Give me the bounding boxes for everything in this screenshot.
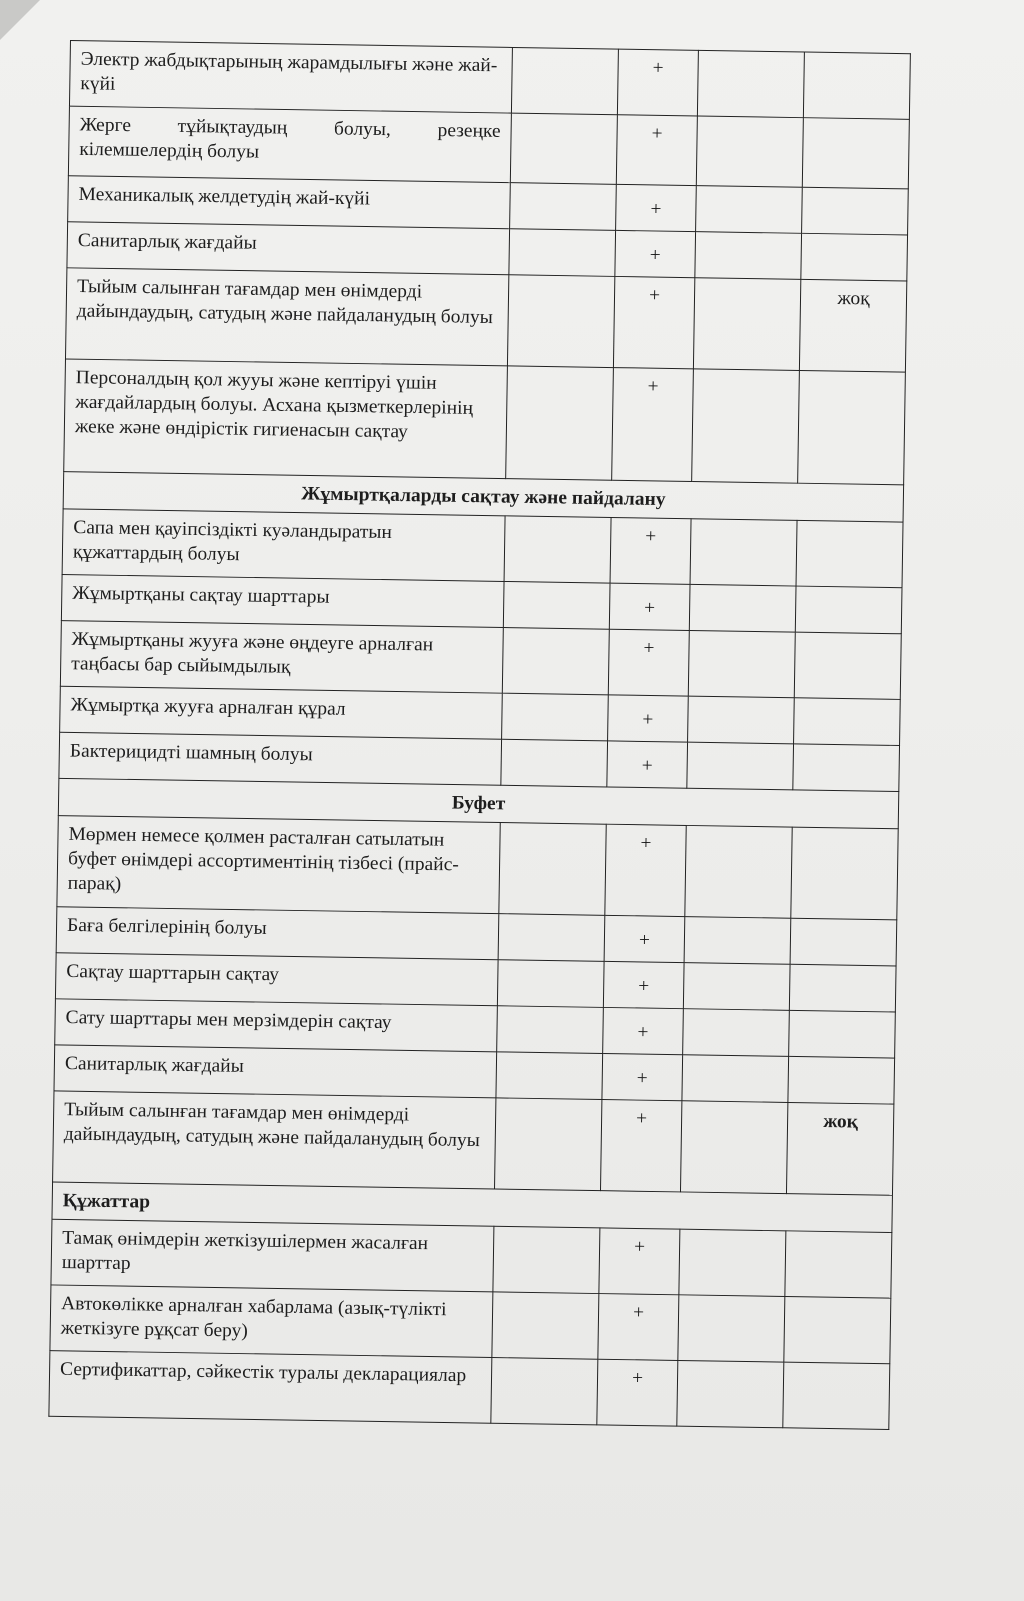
cell-col3 — [689, 584, 796, 632]
row-label: Тыйым салынған тағамдар мен өнімдерді дайындаудың, сатудың және пайдаланудың болуы — [65, 268, 508, 366]
cell-plus-mark: + — [609, 583, 690, 630]
cell-col3 — [690, 519, 797, 586]
cell-note — [803, 52, 910, 119]
row-label: Персоналдың қол жууы және кептіруі үшін жағдайлардың болуы. Асхана қызметкерлерінің жеке және өндірістік гигиенасын сақтау — [64, 359, 508, 479]
cell-note — [789, 1010, 896, 1058]
row-label: Баға белгілерінің болуы — [56, 907, 499, 960]
cell-note — [783, 1362, 890, 1429]
cell-col3 — [677, 1360, 784, 1427]
cell-col1 — [511, 47, 618, 114]
cell-col1 — [495, 1098, 602, 1191]
cell-col1 — [492, 1292, 599, 1359]
cell-note — [788, 1056, 895, 1104]
cell-plus-mark: + — [608, 695, 689, 742]
cell-col3 — [680, 1101, 787, 1194]
cell-plus-mark: + — [605, 824, 686, 916]
cell-col3 — [696, 186, 803, 234]
row-label: Сапа мен қауіпсіздікті куәландыратын құжаттардың болуы — [62, 509, 505, 582]
cell-col3 — [688, 696, 795, 744]
cell-col3 — [682, 1055, 789, 1103]
row-label: Механикалық желдетудің жай-күйі — [68, 176, 511, 229]
cell-plus-mark: + — [608, 629, 689, 696]
section-heading-documents: Құжаттар — [52, 1182, 892, 1232]
cell-col3 — [683, 963, 790, 1011]
cell-plus-mark: + — [617, 49, 698, 116]
cell-col1 — [499, 823, 606, 916]
cell-plus-mark: + — [612, 368, 694, 482]
row-label: Мөрмен немесе қолмен расталған сатылатын буфет өнімдері ассортиментінің тізбесі (прайс-парақ) — [57, 816, 500, 914]
cell-note — [798, 370, 906, 484]
cell-col3 — [696, 116, 803, 187]
cell-col1 — [498, 914, 605, 962]
row-label: Сертификаттар, сәйкестік туралы декларациялар — [49, 1351, 492, 1424]
cell-col1 — [502, 693, 609, 741]
cell-plus-mark: + — [600, 1100, 681, 1192]
cell-col1 — [493, 1226, 600, 1293]
cell-col3 — [684, 917, 791, 965]
row-label: Жерге тұйықтаудың болуы, резеңке кілемшелердің болуы — [68, 106, 511, 183]
cell-plus-mark: + — [597, 1359, 678, 1426]
cell-note — [790, 918, 897, 966]
cell-note-absent: жоқ — [799, 279, 906, 372]
cell-plus-mark: + — [615, 230, 696, 277]
cell-plus-mark: + — [603, 961, 684, 1008]
table-row — [68, 106, 909, 189]
page-corner-fold — [0, 0, 40, 40]
cell-note — [795, 586, 902, 634]
inspection-table — [48, 40, 911, 1430]
cell-col3 — [695, 232, 802, 280]
row-label: Сату шарттары мен мерзімдерін сақтау — [55, 999, 498, 1052]
document-sheet — [48, 40, 910, 1430]
cell-col1 — [491, 1358, 598, 1425]
cell-col3 — [692, 369, 800, 483]
table-row — [53, 1091, 894, 1195]
cell-col1 — [497, 1006, 604, 1054]
cell-col1 — [496, 1052, 603, 1100]
row-label: Жұмыртқа жууға арналған құрал — [60, 686, 503, 739]
cell-plus-mark: + — [610, 517, 691, 584]
section-heading-eggs: Жұмыртқаларды сақтау және пайдалану — [63, 472, 903, 522]
cell-col1 — [509, 229, 616, 277]
cell-col1 — [507, 275, 614, 368]
cell-col3 — [697, 50, 804, 117]
cell-col1 — [510, 113, 617, 184]
cell-plus-mark: + — [613, 276, 694, 368]
cell-col1 — [497, 960, 604, 1008]
cell-col1 — [501, 739, 608, 787]
cell-col1 — [506, 366, 614, 480]
cell-note — [802, 118, 909, 189]
cell-plus-mark: + — [607, 741, 688, 788]
cell-plus-mark: + — [603, 1007, 684, 1054]
row-label: Автокөлікке арналған хабарлама (азық-түлікті жеткізуге рұқсат беру) — [50, 1285, 493, 1358]
cell-col3 — [688, 630, 795, 697]
table-row — [64, 359, 906, 485]
row-label: Санитарлық жағдайы — [54, 1045, 497, 1098]
row-label: Санитарлық жағдайы — [67, 222, 510, 275]
cell-col3 — [683, 1009, 790, 1057]
row-label: Бактерицидті шамның болуы — [59, 732, 502, 785]
cell-note — [791, 827, 898, 920]
cell-note — [784, 1296, 891, 1363]
cell-note — [796, 520, 903, 587]
cell-note — [802, 187, 909, 235]
cell-col3 — [679, 1229, 786, 1296]
row-label: Жұмыртқаны сақтау шарттары — [61, 575, 504, 628]
row-label: Тамақ өнімдерін жеткізушілермен жасалған шарттар — [51, 1219, 494, 1292]
cell-col3 — [687, 742, 794, 790]
cell-plus-mark: + — [602, 1053, 683, 1100]
cell-plus-mark: + — [616, 115, 697, 186]
cell-col3 — [693, 278, 800, 371]
cell-plus-mark: + — [599, 1228, 680, 1295]
row-label: Жұмыртқаны жууға және өңдеуге арналған таңбасы бар сыйымдылық — [60, 621, 503, 694]
cell-note — [793, 744, 900, 792]
table-row — [65, 268, 906, 372]
cell-note-absent: жоқ — [786, 1102, 893, 1195]
section-heading-buffet: Буфет — [58, 778, 898, 828]
table-row — [49, 1351, 890, 1430]
cell-plus-mark: + — [604, 915, 685, 962]
cell-col1 — [510, 183, 617, 231]
cell-note — [801, 233, 908, 281]
cell-note — [794, 632, 901, 699]
cell-note — [789, 964, 896, 1012]
cell-note — [785, 1231, 892, 1298]
cell-plus-mark: + — [616, 184, 697, 231]
cell-col3 — [685, 825, 792, 918]
cell-plus-mark: + — [598, 1294, 679, 1361]
cell-note — [794, 698, 901, 746]
row-label: Сақтау шарттарын сақтау — [55, 953, 498, 1006]
cell-col1 — [504, 516, 611, 583]
row-label: Тыйым салынған тағамдар мен өнімдерді дайындаудың, сатудың және пайдаланудың болуы — [53, 1091, 496, 1189]
cell-col3 — [678, 1295, 785, 1362]
table-row — [57, 816, 898, 920]
cell-col1 — [503, 581, 610, 629]
row-label: Электр жабдықтарының жарамдылығы және жай-күйі — [69, 40, 512, 113]
cell-col1 — [502, 628, 609, 695]
